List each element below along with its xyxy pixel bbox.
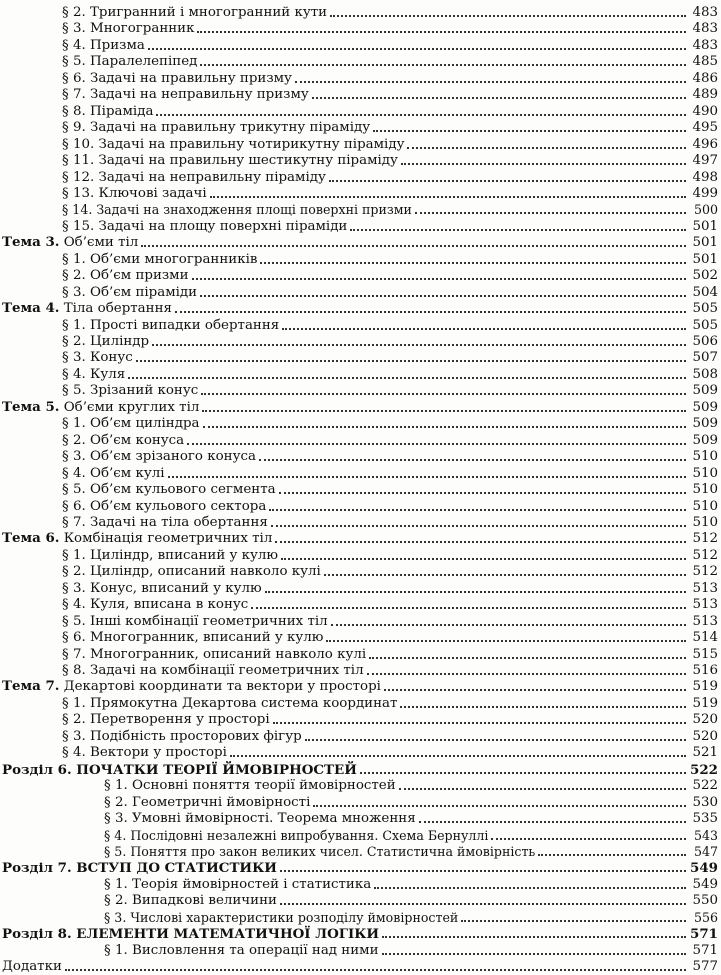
toc-entry-title: § 14. Задачі на знаходження площі поверхні призми [62,202,412,218]
toc-page-number: 521 [692,745,718,761]
dot-leader [148,48,686,50]
toc-page-number: 549 [692,876,718,892]
toc-page-number: 500 [693,202,718,218]
toc-page-number: 483 [692,37,718,53]
dot-leader [197,31,686,33]
toc-entry-title: § 2. Геометричні ймовірності [104,794,311,810]
toc-entry-title: § 11. Задачі на правильну шестикутну піраміду [62,153,398,169]
dot-leader [419,821,686,823]
dot-leader [259,459,686,461]
toc-page-number: 571 [692,942,718,958]
toc-entry-title: § 7. Многогранник, описаний навколо кулі [62,646,367,662]
toc-page-number: 556 [693,909,718,925]
dot-leader [330,15,686,17]
dot-leader [491,838,686,840]
toc-page-number: 530 [692,794,718,810]
toc-entry-title: § 5. Поняття про закон великих чисел. Статистична ймовірність [104,843,536,859]
dot-leader [156,114,686,116]
toc-page-number: 501 [692,251,718,267]
toc-entry-title: § 2. Перетворення у просторі [62,712,270,728]
toc-page-number: 501 [692,218,718,234]
dot-leader [382,936,686,938]
toc-entry-title: Розділ 6. ПОЧАТКИ ТЕОРІЇ ЙМОВІРНОСТЕЙ [2,761,357,778]
toc-page-number: 515 [692,646,718,662]
toc-entry-title: § 8. Піраміда [62,103,154,119]
dot-leader [152,344,686,346]
toc-page-number: 506 [692,334,718,349]
dot-leader [374,887,686,889]
toc-page-number: 501 [692,235,718,251]
dot-leader [202,410,686,412]
dot-leader [275,541,686,543]
dot-leader [269,509,686,511]
dot-leader [367,673,686,675]
toc-page-number: 510 [692,449,718,465]
toc-topic-number: Тема 6. [2,530,60,547]
toc-page-number: 510 [692,514,718,530]
toc-page-number: 520 [692,712,718,728]
toc-page-number: 499 [692,185,718,201]
dot-leader [324,574,686,576]
toc-entry-title: § 15. Задачі на площу поверхні піраміди [62,218,348,234]
toc-page-number: 483 [692,21,718,37]
toc-page-number: 509 [692,399,718,415]
dot-leader [273,722,686,724]
toc-page-number: 509 [692,416,718,432]
toc-entry-title: § 9. Задачі на правильну трикутну піраміду [62,120,371,136]
toc-page-number: 505 [692,317,718,333]
toc-page-number: 522 [690,761,718,778]
dot-leader [136,360,686,362]
toc-page-number: 483 [692,5,718,20]
dot-leader [415,212,686,214]
toc-entry-title: § 4. Призма [62,37,145,53]
dot-leader [538,854,686,856]
toc-page-number: 547 [693,843,718,859]
dot-leader [399,788,686,790]
toc-page-number: 490 [692,103,718,119]
toc-entry-title: § 1. Циліндр, вписаний у кулю [62,547,279,563]
toc-page-number: 510 [692,498,718,514]
dot-leader [313,805,686,807]
toc-entry-title: § 3. Подібність просторових фігур [62,728,302,744]
toc-entry-title: § 2. Тригранний і многогранний кути [62,5,328,20]
toc-page-number: 549 [690,860,718,877]
toc-page-number: 550 [692,893,718,909]
toc-entry-title: § 2. Циліндр, описаний навколо кулі [62,564,321,580]
dot-leader [281,558,686,560]
dot-leader [282,328,686,330]
toc-entry-title: § 1. Теорія ймовірностей і статистика [104,876,372,892]
toc-page-number: 502 [692,268,718,284]
dot-leader [305,739,686,741]
toc-entry-title: § 6. Об’єм кульового сектора [62,498,267,514]
toc-entry-title: § 3. Числові характеристики розподілу ймовірностей [104,909,459,925]
toc-entry-title: § 3. Конус [62,350,133,366]
toc-topic-title: Об’єми тіл [59,235,139,251]
toc-entry-title: § 1. Об’єми многогранників [62,251,258,267]
toc-page-number: 519 [692,679,718,695]
toc-topic-number: Тема 3. [2,234,60,251]
toc-page-number: 512 [692,547,718,563]
toc-page-number: 510 [692,465,718,481]
toc-topic-title: Тіла обертання [59,301,172,317]
toc-entry-title: § 4. Послідовні незалежні випробування. Схема Бернуллі [104,827,489,843]
toc-entry-title: § 3. Конус, вписаний у кулю [62,580,262,596]
toc-entry-title: Додатки [2,959,62,975]
toc-entry-title: § 6. Многогранник, вписаний у кулю [62,630,324,646]
toc-topic-title: Комбінація геометричних тіл [59,531,273,547]
toc-entry-title: § 1. Прямокутна Декартова система координат [62,695,398,711]
toc-page-number: 513 [692,597,718,613]
toc-page-number: 543 [693,827,718,843]
dot-leader [271,525,686,527]
toc-entry-title: § 3. Умовні ймовірності. Теорема множення [104,811,416,827]
toc-entry-title: § 2. Об’єм призми [62,268,189,284]
toc-entry-title: § 13. Ключові задачі [62,185,207,201]
dot-leader [187,443,686,445]
toc-entry-title: § 4. Куля, вписана в конус [62,597,249,613]
toc-page-number: 513 [692,613,718,629]
dot-leader [168,476,687,478]
dot-leader [251,607,686,609]
dot-leader [312,97,686,99]
toc-page-number: 496 [692,136,718,152]
dot-leader [401,163,686,165]
dot-leader [360,772,686,774]
dot-leader [141,245,686,247]
dot-leader [128,377,686,379]
dot-leader [192,278,686,280]
toc-topic-number: Тема 4. [2,300,60,317]
dot-leader [65,969,686,971]
toc-page-number: 577 [692,959,718,975]
toc-entry-title: § 8. Задачі на комбінації геометричних тіл [62,663,364,678]
dot-leader [279,492,686,494]
dot-leader [200,295,686,297]
dot-leader [384,689,686,691]
toc-page-number: 513 [692,580,718,596]
toc-page-number: 520 [692,728,718,744]
dot-leader [326,640,686,642]
toc-entry-title: § 3. Многогранник [62,21,195,37]
toc-entry-title: Розділ 8. ЕЛЕМЕНТИ МАТЕМАТИЧНОЇ ЛОГІКИ [2,926,380,943]
dot-leader [265,591,686,593]
toc-entry-title: § 1. Висловлення та операції над ними [104,942,379,958]
dot-leader [201,393,686,395]
toc-page-number: 509 [692,383,718,399]
toc-entry-title: § 5. Інші комбінації геометричних тіл [62,613,328,629]
toc-page-number: 510 [692,482,718,498]
toc-page-number: 512 [692,531,718,547]
toc-entry-title: § 2. Об’єм конуса [62,432,185,448]
toc-entry-title: § 2. Випадкові величини [104,893,277,909]
toc-page-number: 486 [692,70,718,86]
dot-leader [400,706,686,708]
toc-page-number: 485 [692,54,718,70]
toc-topic-title: Декартові координати та вектори у просторі [59,679,381,695]
dot-leader [175,311,686,313]
toc-entry-title: § 5. Зрізаний конус [62,383,199,399]
toc-entry-title: § 4. Вектори у просторі [62,745,227,761]
toc-entry-title: § 5. Паралелепіпед [62,54,198,70]
dot-leader [200,64,686,66]
toc-page-number: 498 [692,169,718,185]
toc-entry-title: § 10. Задачі на правильну чотирикутну піраміду [62,136,405,152]
dot-leader [461,920,686,922]
toc-entry-title: § 4. Куля [62,366,126,382]
toc-page-number: 489 [692,87,718,103]
dot-leader [280,903,686,905]
dot-leader [369,657,686,659]
toc-topic-number: Тема 7. [2,678,60,695]
toc-topic-title: Об’єми круглих тіл [59,399,200,415]
toc-page-number: 508 [692,366,718,382]
toc-entry-title: § 5. Об’єм кульового сегмента [62,482,276,498]
dot-leader [329,180,686,182]
toc-entry-title: Розділ 7. ВСТУП ДО СТАТИСТИКИ [2,860,277,877]
toc-entry-title: § 3. Об’єм зрізаного конуса [62,449,256,465]
toc-entry-title: § 12. Задачі на неправильну піраміду [62,169,326,185]
dot-leader [350,229,686,231]
dot-leader [382,953,687,955]
toc-page-number: 516 [692,663,718,678]
toc-entry-title: § 1. Основні поняття теорії ймовірностей [104,778,396,794]
dot-leader [260,262,686,264]
dot-leader [331,624,686,626]
toc-page-number: 495 [692,120,718,136]
toc-page-number: 497 [692,153,718,169]
dot-leader [203,426,686,428]
dot-leader [230,755,686,757]
toc-page-number: 522 [692,778,718,794]
toc-page-number: 514 [692,630,718,646]
toc-entry-title: § 7. Задачі на тіла обертання [62,514,268,530]
dot-leader [407,147,686,149]
dot-leader [210,196,686,198]
toc-page-number: 507 [692,350,718,366]
toc-topic-number: Тема 5. [2,398,60,415]
toc-entry-title: § 1. Прості випадки обертання [62,317,280,333]
toc-page-number: 505 [692,301,718,317]
toc-page-number: 519 [692,695,718,711]
dot-leader [280,870,686,872]
dot-leader [373,130,686,132]
toc-entry-title: § 6. Задачі на правильну призму [62,70,292,86]
toc-page-number: 509 [692,432,718,448]
toc-page-number: 504 [692,284,718,300]
dot-leader [295,81,686,83]
toc-appendix-entry[interactable] [0,956,718,975]
toc-entry-title: § 2. Циліндр [62,334,150,349]
toc-entry-title: § 7. Задачі на неправильну призму [62,87,309,103]
toc-entry-title: § 4. Об’єм кулі [62,465,165,481]
toc-entry-title: § 1. Об’єм циліндра [62,416,200,432]
toc-page-number: 535 [692,811,718,827]
toc-entry-title: § 3. Об’єм піраміди [62,284,198,300]
toc-page-number: 571 [690,926,718,943]
toc-page-number: 512 [692,564,718,580]
